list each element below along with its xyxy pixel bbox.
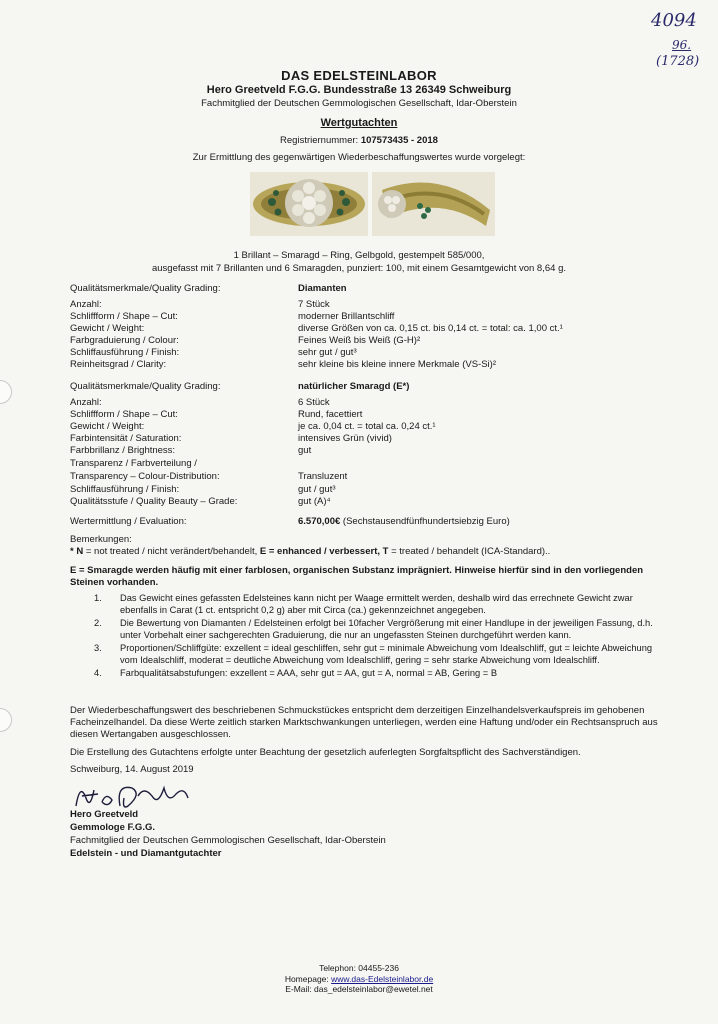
emerald-row-value: gut / gut³ — [298, 484, 336, 495]
item-description-2: ausgefasst mit 7 Brillanten und 6 Smaragden, punziert: 100, mit einem Gesamtgewicht von 8,64 g. — [151, 263, 566, 274]
footer-email: E-Mail: das_edelsteinlabor@ewetel.net — [285, 984, 433, 994]
emerald-row-label: Schliffform / Shape – Cut: — [70, 409, 178, 420]
emerald-row-label: Schliffausführung / Finish: — [70, 484, 180, 495]
footnotes-list — [70, 593, 670, 682]
footnote-item — [70, 618, 670, 641]
remarks-heading: Bemerkungen: — [70, 534, 132, 545]
emerald-row-label: Gewicht / Weight: — [70, 421, 145, 432]
legend-e-key: E = enhanced / verbessert — [259, 546, 378, 557]
document-type-title: Wertgutachten — [320, 117, 398, 129]
punch-hole-top — [0, 380, 12, 404]
appraiser-membership: Fachmitglied der Deutschen Gemmologischen Gesellschaft, Idar-Oberstein — [70, 835, 386, 846]
intro-text: Zur Ermittlung des gegenwärtigen Wiederbeschaffungswertes wurde vorgelegt: — [192, 152, 526, 163]
lab-membership: Fachmitglied der Deutschen Gemmologischen Gesellschaft, Idar-Oberstein — [201, 98, 517, 109]
handwritten-number: 4094 — [651, 10, 697, 31]
emerald-row-label: Transparenz / Farbverteilung / — [70, 458, 197, 469]
registry-number: 107573435 - 2018 — [360, 135, 438, 146]
emerald-row-value: gut — [298, 445, 312, 456]
appraiser-title: Gemmologe F.G.G. — [70, 822, 155, 833]
evaluation-value-wrap — [298, 516, 510, 528]
footnote-number: 1. — [94, 593, 102, 603]
footnote-number: 4. — [94, 668, 102, 678]
replacement-value-disclaimer: Der Wiederbeschaffungswert des beschriebenen Schmuckstückes entspricht dem derzeitigen Einzelhandelsverkaufspreis im gehobenen Facheinzelhandel. Da diese Werte zeitlich starken Marktschwankungen unterliegen, werden eine Haftung und/oder ein Rechtsanspruch aus diesen Wertangaben ausgeschlossen. — [70, 705, 658, 740]
diamond-row-value: diverse Größen von ca. 0,15 ct. bis 0,14 ct. = total: ca. 1,00 ct.¹ — [298, 323, 563, 334]
ring-photo-front — [250, 172, 368, 236]
registry-line — [0, 135, 718, 146]
footer-homepage-link[interactable]: www.das-Edelsteinlabor.de — [331, 973, 434, 984]
footer-homepage-label: Homepage: — [284, 973, 332, 984]
emerald-row-value: 6 Stück — [298, 397, 330, 408]
footnote-item — [70, 593, 670, 616]
footnote-text: Die Bewertung von Diamanten / Edelsteinen erfolgt bei 10facher Vergrößerung mit einer Handlupe in der jeweiligen Fassung, d.h. unter Vorbehalt einer sachgerechten Graduierung, die nur an ungefassten Steinen durchgeführt werden kann. — [120, 618, 653, 640]
emerald-row-label: Transparency – Colour-Distribution: — [70, 471, 220, 482]
diamond-row-value: sehr kleine bis kleine innere Merkmale (VS-Si)² — [298, 359, 496, 370]
handwritten-number-2: 96. — [672, 38, 692, 52]
diamond-heading-value: Diamanten — [298, 283, 347, 294]
footnote-number: 2. — [94, 618, 102, 628]
treatment-legend — [70, 546, 670, 558]
legend-t-text: = treated / behandelt (ICA-Standard).. — [388, 546, 551, 557]
diamond-row-value: Feines Weiß bis Weiß (G-H)² — [298, 335, 421, 346]
diligence-statement: Die Erstellung des Gutachtens erfolgte unter Beachtung der gesetzlich auferlegten Sorgfaltspflicht des Sachverständigen. — [70, 747, 581, 758]
registry-label: Registriernummer: — [280, 135, 359, 146]
footnote-text: Proportionen/Schliffgüte: exzellent = ideal geschliffen, sehr gut = minimale Abweichung vom Idealschliff, gut = leichte Abweichung vom Idealschliff, moderat = deutliche Abweichung vom Idealschliff, gering = sehr starke Abweichung vom Idealschliff. — [120, 643, 653, 665]
emerald-treatment-note: E = Smaragde werden häufig mit einer farblosen, organischen Substanz imprägniert. Hinweise hierfür sind in den vorliegenden Steinen vorhanden. — [70, 565, 644, 588]
evaluation-words: (Sechstausendfünfhundertsiebzig Euro) — [342, 516, 510, 527]
diamond-row-label: Schliffausführung / Finish: — [70, 347, 180, 358]
evaluation-label: Wertermittlung / Evaluation: — [70, 516, 187, 527]
diamond-row-label: Farbgraduierung / Colour: — [70, 335, 179, 346]
emerald-row-value: Transluzent — [298, 471, 348, 482]
diamond-row-value: 7 Stück — [298, 299, 330, 310]
punch-hole-bottom — [0, 708, 12, 732]
footnote-number: 3. — [94, 643, 102, 653]
item-description-1: 1 Brillant – Smaragd – Ring, Gelbgold, gestempelt 585/000, — [233, 250, 485, 261]
lab-address: Hero Greetveld F.G.G. Bundesstraße 13 26349 Schweiburg — [206, 84, 512, 96]
diamond-row-value: sehr gut / gut³ — [298, 347, 357, 358]
footer-telephone: Telephon: 04455-236 — [319, 963, 399, 973]
emerald-row-value: je ca. 0,04 ct. = total ca. 0,24 ct.¹ — [298, 421, 436, 432]
diamond-row-value: moderner Brillantschliff — [298, 311, 395, 322]
lab-title: DAS EDELSTEINLABOR — [281, 68, 437, 83]
handwritten-number-3: (1728) — [656, 54, 700, 69]
legend-n-text: = not treated / nicht verändert/behandelt, — [83, 546, 260, 557]
footnote-item — [70, 643, 670, 666]
emerald-heading-value: natürlicher Smaragd (E*) — [298, 381, 410, 392]
appraiser-name: Hero Greetveld — [70, 809, 139, 820]
emerald-row-label: Farbintensität / Saturation: — [70, 433, 182, 444]
diamond-row-label: Reinheitsgrad / Clarity: — [70, 359, 167, 370]
ring-photos — [250, 170, 495, 238]
appraiser-role: Edelstein - und Diamantgutachter — [70, 848, 222, 859]
footer-homepage-line — [0, 974, 718, 985]
emerald-row-value: intensives Grün (vivid) — [298, 433, 392, 444]
emerald-heading-label: Qualitätsmerkmale/Quality Grading: — [70, 381, 221, 392]
diamond-row-label: Anzahl: — [70, 299, 102, 310]
diamond-row-label: Schliffform / Shape – Cut: — [70, 311, 178, 322]
emerald-row-label: Farbbrillanz / Brightness: — [70, 445, 176, 456]
evaluation-value: 6.570,00€ — [298, 516, 341, 527]
place-date: Schweiburg, 14. August 2019 — [70, 764, 194, 775]
emerald-row-value: Rund, facettiert — [298, 409, 363, 420]
emerald-row-label: Qualitätsstufe / Quality Beauty – Grade: — [70, 496, 238, 507]
footnote-item — [70, 668, 670, 680]
footer-contact — [0, 963, 718, 995]
ring-photo-side — [372, 172, 495, 236]
diamond-row-label: Gewicht / Weight: — [70, 323, 145, 334]
footnote-text: Farbqualitätsabstufungen: exzellent = AAA, sehr gut = AA, gut = A, normal = AB, Gering = B — [120, 668, 498, 678]
emerald-row-label: Anzahl: — [70, 397, 102, 408]
footnote-text: Das Gewicht eines gefassten Edelsteines kann nicht per Waage ermittelt werden, deshalb wird das errechnete Gewicht zwar ebenfalls in Carat (1 ct. entspricht 0,2 g) aber mit Circa (ca.) gekennzeichnet angegeben. — [120, 593, 633, 615]
legend-t-key: , T — [377, 546, 389, 557]
emerald-row-value: gut (A)⁴ — [298, 496, 331, 507]
diamond-heading-label: Qualitätsmerkmale/Quality Grading: — [70, 283, 221, 294]
legend-n-key: * N — [70, 546, 84, 557]
